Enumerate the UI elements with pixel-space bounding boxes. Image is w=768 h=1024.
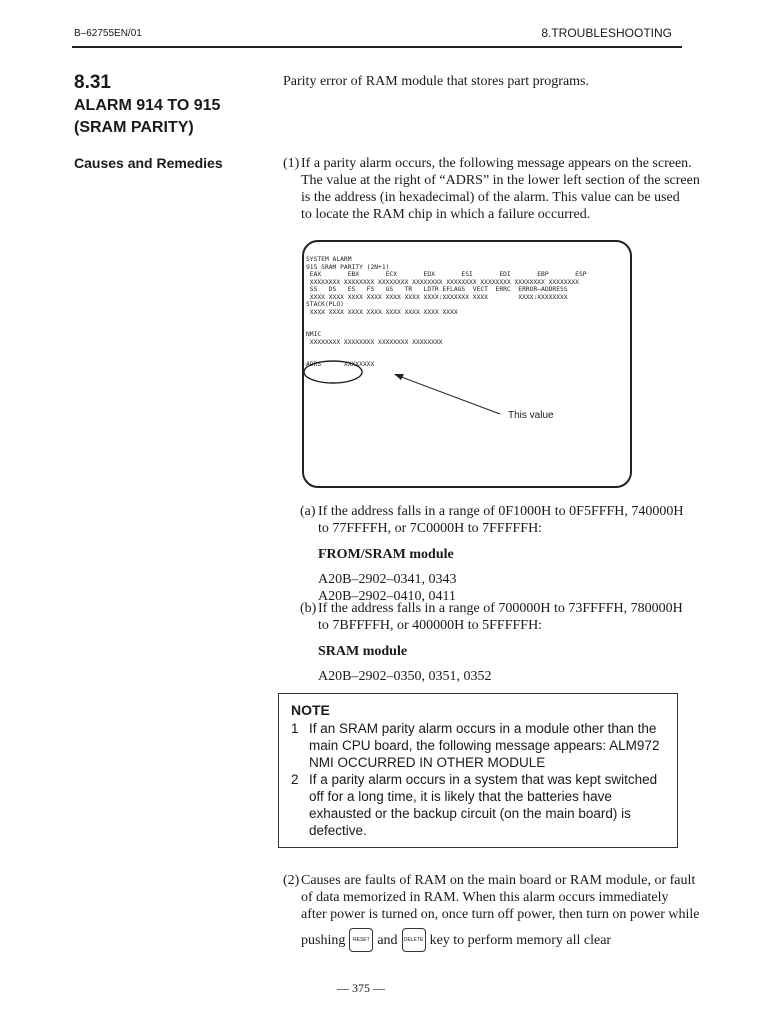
- item-a-module: FROM/SRAM module: [318, 547, 454, 562]
- item-b-line: If the address falls in a range of 700000H to 73FFFFH, 780000H: [318, 601, 683, 616]
- header-rule: [72, 46, 682, 48]
- key-tail-text: key to perform memory all clear: [429, 932, 612, 948]
- delete-key-icon: DELETE: [402, 928, 426, 952]
- item-2-line: of data memorized in RAM. When this alarm occurs immediately: [301, 890, 669, 905]
- item-b-parts: [318, 668, 690, 685]
- callout-label: This value: [508, 410, 554, 421]
- reset-key-icon: RESET: [349, 928, 373, 952]
- item-a-label: (a): [300, 504, 316, 519]
- item-2: [283, 872, 700, 952]
- screen-line: 915 SRAM PARITY (2N+1): [306, 263, 390, 271]
- section-number: 8.31: [74, 72, 111, 93]
- and-text: and: [377, 932, 398, 948]
- causes-heading: Causes and Remedies: [74, 155, 223, 171]
- note-item: [291, 720, 671, 771]
- note-line: exhausted or the backup circuit (on the main board) is: [309, 806, 631, 821]
- page-number: — 375 —: [337, 981, 385, 995]
- section-title: [74, 95, 264, 139]
- screen-line: NMIC: [306, 331, 322, 338]
- item-1-line: The value at the right of “ADRS” in the lower left section of the screen: [301, 173, 700, 188]
- item-b-line: to 7BFFFFH, or 400000H to 5FFFFFH:: [318, 618, 543, 633]
- item-1-line: If a parity alarm occurs, the following message appears on the screen.: [301, 156, 692, 171]
- item-b: [300, 600, 690, 685]
- pushing-text: pushing: [301, 932, 346, 948]
- item-1-line: is the address (in hexadecimal) of the alarm. This value can be used: [301, 190, 680, 205]
- screen-line: EAX EBX ECX EDX ESI EDI EBP ESP: [306, 271, 587, 278]
- item-b-module: SRAM module: [318, 644, 408, 659]
- screen-line: XXXXXXXX XXXXXXXX XXXXXXXX XXXXXXXX XXXXXXXX XXXXXXXX XXXXXXXX XXXXXXXX: [306, 278, 579, 286]
- screen-line: XXXX XXXX XXXX XXXX XXXX XXXX XXXX XXXX: [306, 308, 458, 316]
- screen-line: SS DS ES FS GS TR LDTR EFLAGS VECT ERRC ERROR–ADDRESS: [306, 286, 568, 293]
- screen-line: XXXXXXXX XXXXXXXX XXXXXXXX XXXXXXXX: [306, 338, 443, 346]
- section-title-line1: ALARM 914 TO 915: [74, 97, 221, 114]
- item-a-line: If the address falls in a range of 0F1000H to 0F5FFFH, 740000H: [318, 504, 684, 519]
- screen-line: SYSTEM ALARM: [306, 256, 352, 263]
- note-item-number: 1: [291, 721, 299, 736]
- item-2-label: (2): [283, 873, 300, 888]
- note-item-number: 2: [291, 772, 299, 787]
- note-line: NMI OCCURRED IN OTHER MODULE: [309, 755, 546, 770]
- key-instruction-line: [301, 928, 693, 952]
- item-1-label: (1): [283, 156, 300, 171]
- part-number: A20B–2902–0341, 0343: [318, 572, 457, 587]
- note-line: defective.: [309, 823, 367, 838]
- adrs-highlight-ellipse: [304, 361, 362, 383]
- note-line: If a parity alarm occurs in a system that was kept switched: [309, 772, 658, 787]
- item-2-line: Causes are faults of RAM on the main board or RAM module, or fault: [301, 873, 696, 888]
- callout-line: [396, 375, 500, 414]
- chapter-title: 8.TROUBLESHOOTING: [541, 26, 672, 40]
- alarm-screen: [302, 240, 632, 488]
- item-a: [300, 503, 690, 605]
- screen-line: STACK(PLO): [306, 301, 344, 308]
- section-intro: Parity error of RAM module that stores part programs.: [283, 74, 589, 89]
- callout-arrowhead: [394, 374, 404, 380]
- part-number: A20B–2902–0410, 0411: [318, 589, 456, 604]
- note-item: [291, 771, 671, 839]
- item-1-line: to locate the RAM chip in which a failure occurred.: [301, 207, 591, 222]
- screen-line: XXXX XXXX XXXX XXXX XXXX XXXX XXXX:XXXXXXX XXXX XXXX:XXXXXXXX: [306, 293, 568, 301]
- section-title-line2: (SRAM PARITY): [74, 119, 194, 136]
- item-1: [283, 155, 700, 223]
- note-line: main CPU board, the following message appears: ALM972: [309, 738, 660, 753]
- item-2-line: after power is turned on, once turn off power, then turn on power while: [301, 907, 700, 922]
- note-title: NOTE: [291, 702, 330, 718]
- screen-line: ADRS XXXXXXXX: [306, 361, 375, 368]
- note-line: If an SRAM parity alarm occurs in a module other than the: [309, 721, 657, 736]
- callout-graphic: [304, 242, 634, 490]
- part-number: A20B–2902–0350, 0351, 0352: [318, 669, 492, 684]
- item-a-line: to 77FFFFH, or 7C0000H to 7FFFFFH:: [318, 521, 543, 536]
- note-line: off for a long time, it is likely that the batteries have: [309, 789, 612, 804]
- item-b-label: (b): [300, 601, 317, 616]
- document-code: B–62755EN/01: [74, 28, 142, 39]
- note-box: [278, 693, 678, 848]
